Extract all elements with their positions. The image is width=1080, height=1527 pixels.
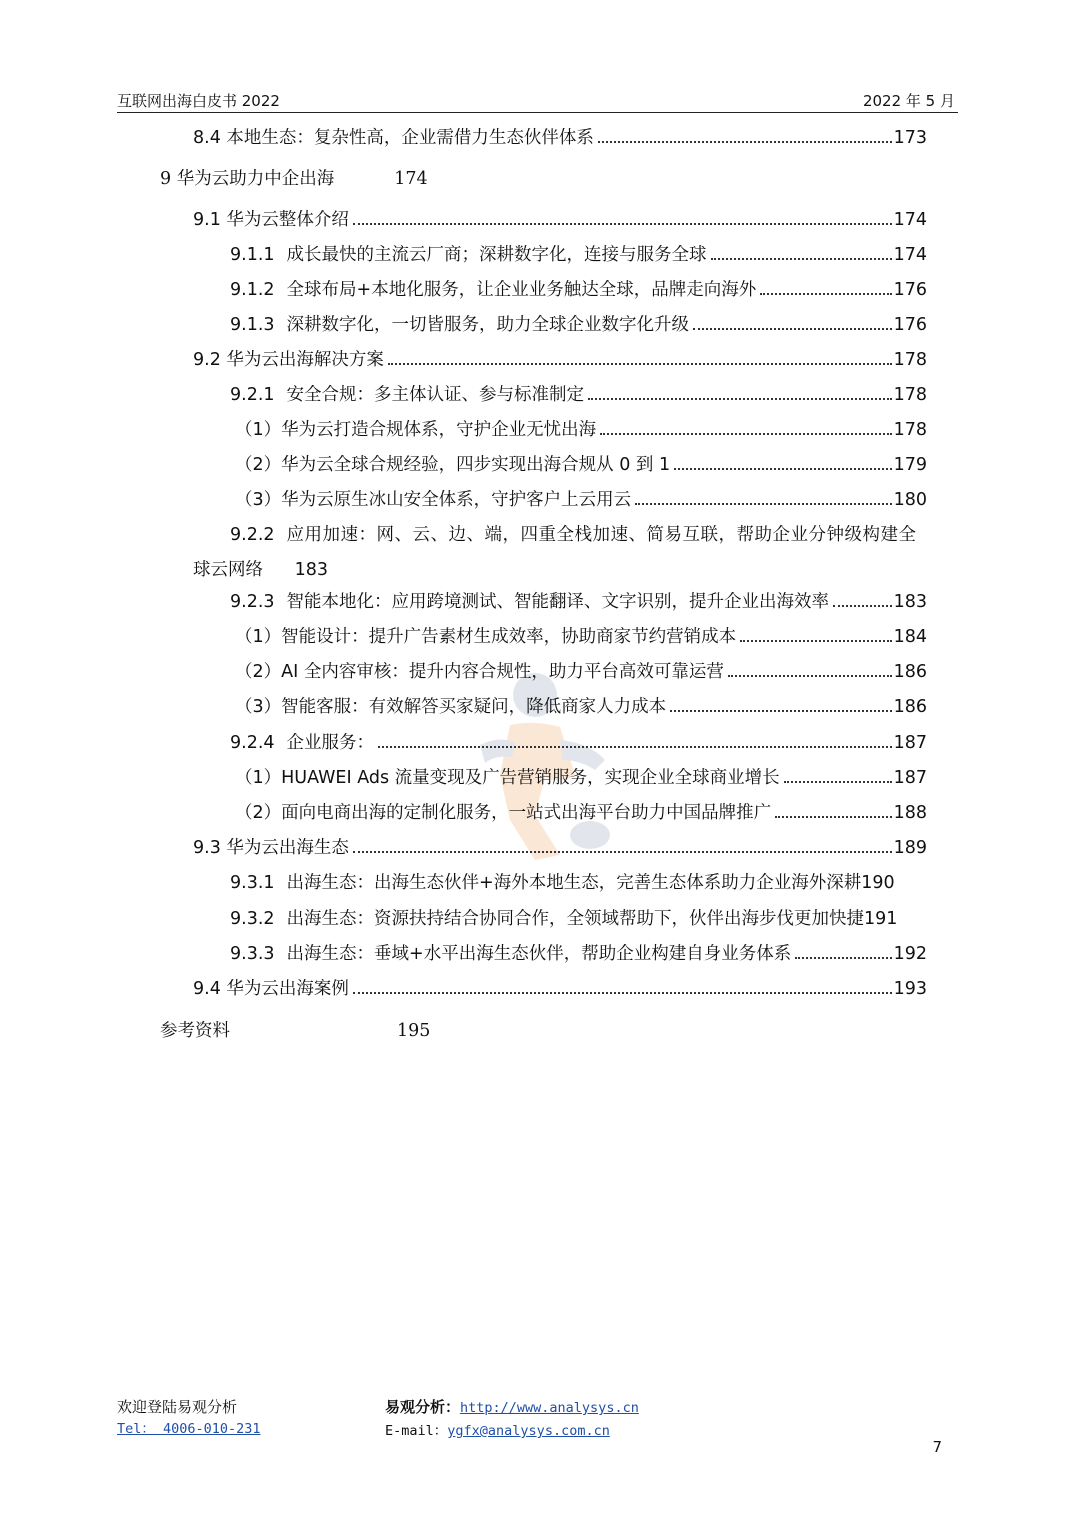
toc-title: 9 华为云助力中企出海 [160, 169, 335, 189]
toc-title: （1）华为云打造合规体系，守护企业无忧出海 [235, 420, 597, 440]
toc-title: （1）智能设计：提升广告素材生成效率，协助商家节约营销成本 [235, 627, 737, 647]
toc-page: 186 [893, 662, 927, 682]
toc-entry[interactable] [230, 377, 927, 413]
footer-contact [385, 1396, 639, 1442]
toc-entry[interactable] [235, 795, 927, 831]
toc-entry[interactable] [235, 619, 927, 655]
footer-tel[interactable]: Tel： 4006-010-231 [117, 1421, 261, 1437]
toc-title: 出海生态：垂域+水平出海生态伙伴，帮助企业构建自身业务体系 [286, 944, 792, 964]
toc-page: 183 [294, 560, 328, 580]
toc-number: 9.3.2 [230, 909, 275, 929]
toc-number: 9.1.2 [230, 280, 275, 300]
toc-title: 全球布局+本地化服务，让企业业务触达全球，品牌走向海外 [286, 280, 757, 300]
toc-entry[interactable] [230, 901, 942, 937]
toc-leader [740, 640, 891, 642]
toc-page: 183 [893, 592, 927, 612]
toc-entry[interactable] [193, 830, 927, 866]
toc-page: 187 [893, 768, 927, 788]
toc-title: 9.3 华为云出海生态 [193, 838, 349, 858]
toc-page: 178 [893, 385, 927, 405]
toc-title: （2）华为云全球合规经验，四步实现出海合规从 0 到 1 [235, 455, 671, 475]
toc-page: 184 [893, 627, 927, 647]
toc-title: 9.2 华为云出海解决方案 [193, 350, 384, 370]
toc-leader [353, 223, 892, 225]
toc-title: 9.1 华为云整体介绍 [193, 210, 349, 230]
toc-entry[interactable] [235, 412, 927, 448]
toc-entry[interactable] [230, 865, 940, 901]
toc-page: 178 [893, 420, 927, 440]
header-rule [117, 112, 958, 113]
toc-page: 173 [893, 128, 927, 148]
toc-title: 智能本地化：应用跨境测试、智能翻译、文字识别，提升企业出海效率 [286, 592, 830, 612]
footer-site-label: 易观分析： [385, 1398, 461, 1416]
toc-number: 9.2.3 [230, 592, 275, 612]
toc-page: 180 [893, 490, 927, 510]
toc-entry[interactable] [193, 971, 927, 1007]
footer-site-link[interactable]: http://www.analysys.cn [460, 1400, 639, 1416]
toc-leader [784, 781, 892, 783]
toc-entry[interactable] [160, 1013, 460, 1049]
toc-title: 8.4 本地生态：复杂性高，企业需借力生态伙伴体系 [193, 128, 594, 148]
toc-leader [388, 363, 892, 365]
toc-title: 参考资料 [160, 1021, 230, 1041]
toc-leader [711, 258, 892, 260]
footer-email-link[interactable]: ygfx@analysys.com.cn [447, 1423, 610, 1439]
toc-entry[interactable] [230, 725, 927, 761]
toc-number: 9.1.1 [230, 245, 275, 265]
toc-entry[interactable] [193, 342, 927, 378]
toc-leader [775, 816, 891, 818]
toc-title: 企业服务： [286, 733, 375, 753]
toc-entry[interactable] [230, 584, 927, 620]
toc-title: （2）AI 全内容审核：提升内容合规性，助力平台高效可靠运营 [235, 662, 724, 682]
toc-title: （3）智能客服：有效解答买家疑问，降低商家人力成本 [235, 697, 667, 717]
toc-page: 188 [893, 803, 927, 823]
toc-number: 9.1.3 [230, 315, 275, 335]
toc-leader [635, 503, 891, 505]
footer-left [117, 1396, 261, 1440]
toc-entry[interactable] [235, 689, 927, 725]
toc-entry[interactable] [193, 120, 927, 156]
toc-number: 9.3.3 [230, 944, 275, 964]
toc-entry[interactable] [235, 654, 927, 690]
toc-entry[interactable] [160, 161, 460, 197]
toc-entry[interactable] [230, 237, 927, 273]
toc-leader [674, 468, 892, 470]
toc-page: 195 [397, 1021, 431, 1041]
toc-title: 球云网络 [193, 560, 263, 580]
toc-title: （2）面向电商出海的定制化服务，一站式出海平台助力中国品牌推广 [235, 803, 772, 823]
toc-entry-wrapped[interactable] [230, 518, 960, 553]
toc-entry[interactable] [230, 272, 927, 308]
toc-entry[interactable] [230, 307, 927, 343]
toc-leader [600, 433, 891, 435]
toc-page: 179 [893, 455, 927, 475]
toc-leader [378, 746, 892, 748]
toc-page: 178 [893, 350, 927, 370]
toc-page: 190 [861, 873, 895, 893]
toc-title: （1）HUAWEI Ads 流量变现及广告营销服务，实现企业全球商业增长 [235, 768, 780, 788]
toc-title: （3）华为云原生冰山安全体系，守护客户上云用云 [235, 490, 632, 510]
toc-page: 192 [893, 944, 927, 964]
footer-email-label: E-mail： [385, 1423, 448, 1439]
toc-page: 189 [893, 838, 927, 858]
toc-leader [760, 293, 891, 295]
toc-title: 9.4 华为云出海案例 [193, 979, 349, 999]
toc-page: 174 [893, 245, 927, 265]
toc-leader [353, 992, 892, 994]
toc-number: 9.2.2 [230, 525, 275, 545]
toc-entry[interactable] [193, 202, 927, 238]
toc-entry[interactable] [230, 936, 927, 972]
toc-entry[interactable] [235, 482, 927, 518]
toc-entry[interactable] [235, 447, 927, 483]
toc-title: 出海生态：资源扶持结合协同合作，全领域帮助下，伙伴出海步伐更加快捷 [286, 909, 865, 929]
toc-page: 191 [864, 909, 898, 929]
toc-leader [833, 605, 892, 607]
toc-page: 174 [394, 169, 428, 189]
toc-number: 9.2.1 [230, 385, 275, 405]
toc-leader [728, 675, 892, 677]
toc-leader [693, 328, 892, 330]
toc-number: 9.2.4 [230, 733, 275, 753]
toc-page: 186 [893, 697, 927, 717]
toc-page: 187 [893, 733, 927, 753]
page-number: 7 [932, 1438, 942, 1456]
header-date: 2022 年 5 月 [862, 92, 955, 110]
toc-title: 应用加速：网、云、边、端，四重全栈加速、简易互联，帮助企业分钟级构建全 [286, 525, 917, 545]
toc-leader [588, 398, 892, 400]
toc-leader [353, 851, 892, 853]
toc-leader [670, 710, 891, 712]
toc-entry-wrapped-cont[interactable] [193, 553, 328, 588]
toc-page: 176 [893, 280, 927, 300]
toc-title: 成长最快的主流云厂商；深耕数字化，连接与服务全球 [286, 245, 707, 265]
toc-page: 176 [893, 315, 927, 335]
toc-page: 174 [893, 210, 927, 230]
toc-title: 深耕数字化，一切皆服务，助力全球企业数字化升级 [286, 315, 690, 335]
toc-page: 193 [893, 979, 927, 999]
toc-title: 安全合规：多主体认证、参与标准制定 [286, 385, 585, 405]
header-title: 互联网出海白皮书 2022 [117, 92, 280, 110]
toc-number: 9.3.1 [230, 873, 275, 893]
toc-entry[interactable] [235, 760, 927, 796]
footer-welcome: 欢迎登陆易观分析 [117, 1398, 238, 1416]
toc-leader [598, 141, 892, 143]
toc-leader [795, 957, 891, 959]
toc-title: 出海生态：出海生态伙伴+海外本地生态，完善生态体系助力企业海外深耕 [286, 873, 862, 893]
